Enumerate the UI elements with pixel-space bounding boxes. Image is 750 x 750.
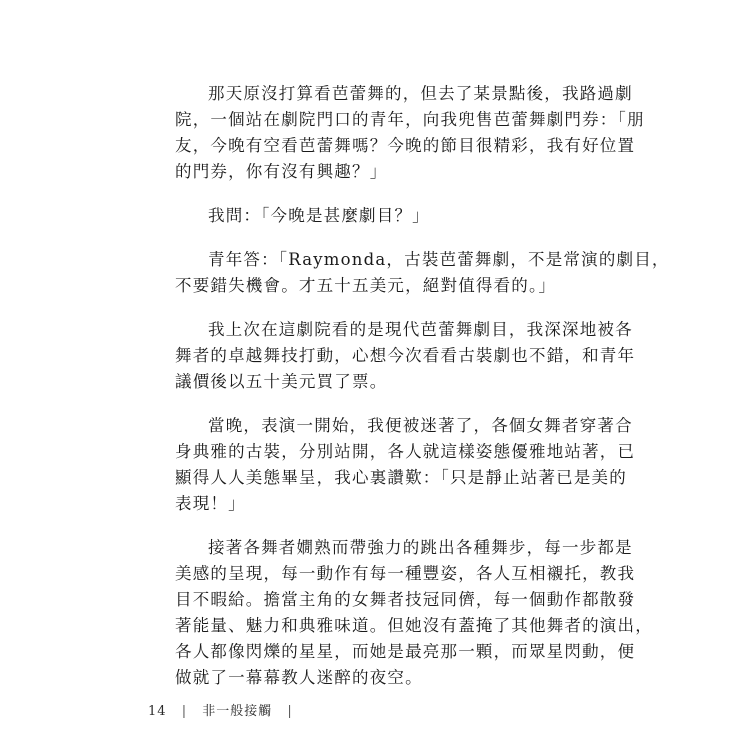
text-line: 舞者的卓越舞技打動，心想今次看看古裝劇也不錯，和青年 <box>175 346 636 365</box>
paragraph-1 <box>175 81 645 185</box>
footer-separator: | <box>181 704 188 719</box>
text-line: 當晚，表演一開始，我便被迷著了，各個女舞者穿著合 <box>208 416 633 435</box>
text-line: 青年答：「Raymonda，古裝芭蕾舞劇，不是常演的劇目， <box>208 250 670 269</box>
body-text <box>175 81 670 709</box>
running-title: 非一般接觸 <box>202 704 273 719</box>
paragraph-2 <box>175 203 560 229</box>
text-line: 顯得人人美態畢呈，我心裏讚歎：「只是靜止站著已是美的 <box>175 468 627 487</box>
text-line: 表現！」 <box>175 494 246 513</box>
text-line: 不要錯失機會。才五十五美元，絕對值得看的。」 <box>175 276 557 295</box>
text-line: 接著各舞者嫺熟而帶強力的跳出各種舞步，每一步都是 <box>208 538 633 557</box>
text-line: 身典雅的古裝，分別站開，各人就這樣姿態優雅地站著，已 <box>175 442 636 461</box>
text-line: 各人都像閃爍的星星，而她是最亮那一顆，而眾星閃動，便 <box>175 642 636 661</box>
text-line: 友，今晚有空看芭蕾舞嗎？今晚的節目很精彩，我有好位置 <box>175 136 636 155</box>
text-line: 目不暇給。擔當主角的女舞者技冠同儕，每一個動作都散發 <box>175 590 636 609</box>
paragraph-3 <box>175 247 670 299</box>
footer-separator: | <box>287 704 293 719</box>
page-footer <box>148 700 303 719</box>
text-line: 院，一個站在劇院門口的青年，向我兜售芭蕾舞劇門券：「朋 <box>175 110 645 129</box>
paragraph-5 <box>175 413 636 517</box>
text-line: 著能量、魅力和典雅味道。但她沒有蓋掩了其他舞者的演出， <box>175 616 653 635</box>
text-line: 的門券，你有沒有興趣？」 <box>175 162 388 181</box>
page-number: 14 <box>148 704 167 719</box>
text-line: 那天原沒打算看芭蕾舞的，但去了某景點後，我路過劇 <box>208 84 633 103</box>
text-line: 美感的呈現，每一動作有每一種豐姿，各人互相襯托，教我 <box>175 564 636 583</box>
paragraph-4 <box>175 317 636 395</box>
text-line: 議價後以五十美元買了票。 <box>175 372 388 391</box>
text-line: 我上次在這劇院看的是現代芭蕾舞劇目，我深深地被各 <box>208 320 633 339</box>
paragraph-6 <box>175 535 653 691</box>
text-line: 做就了一幕幕教人迷醉的夜空。 <box>175 668 423 687</box>
text-line: 我問：「今晚是甚麼劇目？」 <box>208 206 430 225</box>
